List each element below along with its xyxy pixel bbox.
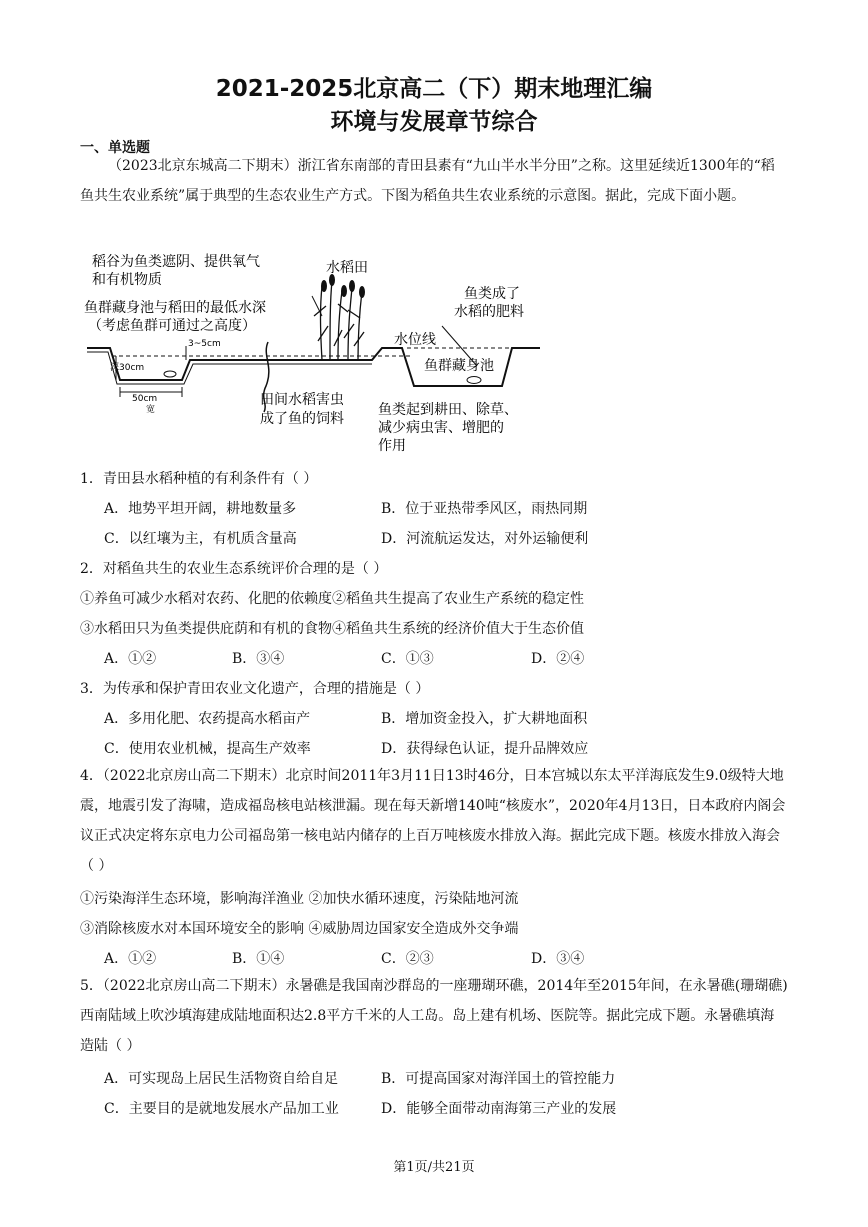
label-pest-1: 田间水稻害虫 <box>260 392 344 408</box>
q3-option-b: B．增加资金投入，扩大耕地面积 <box>381 711 588 727</box>
q5-option-a: A．可实现岛上居民生活物资自给自足 <box>104 1071 339 1087</box>
q4-option-a: A．①② <box>104 951 157 967</box>
q2-option-b: B．③④ <box>232 651 285 667</box>
q2-option-d: D．②④ <box>531 651 585 667</box>
q2-statement-1: ①养鱼可减少水稻对农药、化肥的依赖度②稻鱼共生提高了农业生产系统的稳定性 <box>80 591 584 607</box>
q4-statement-2: ③消除核废水对本国环境安全的影响 ④威胁周边国家安全造成外交争端 <box>80 921 519 937</box>
label-fish-pool: 鱼群藏身池 <box>424 358 494 374</box>
label-fish-role-1: 鱼类起到耕田、除草、 <box>378 402 518 418</box>
q2-option-c: C．①③ <box>381 651 434 667</box>
label-rice-shade-2: 和有机物质 <box>92 272 162 288</box>
label-fish-fertilizer-2: 水稻的肥料 <box>454 304 524 320</box>
q3-option-c: C．使用农业机械，提高生产效率 <box>104 741 311 757</box>
label-width-val: 50cm <box>132 394 158 404</box>
label-deep: 深30cm <box>110 363 145 373</box>
label-fish-role-2: 减少病虫害、增肥的 <box>378 420 504 436</box>
q3-option-d: D．获得绿色认证，提升品牌效应 <box>381 741 589 757</box>
label-paddy: 水稻田 <box>326 260 368 276</box>
q1-stem: 1．青田县水稻种植的有利条件有（ ） <box>80 471 318 487</box>
doc-title-line1: 2021-2025北京高二（下）期末地理汇编 <box>215 76 653 102</box>
label-waterline: 水位线 <box>394 332 436 348</box>
rice-fish-diagram <box>82 246 552 461</box>
q4-stem: 4．（2022北京房山高二下期末）北京时间2011年3月11日13时46分，日本宫城以东太平洋海底发生9.0级特大地震，地震引发了海啸，造成福岛核电站核泄漏。现在每天新增140吨“核废水”，2020年4月13日，日本政府内阁会议正式决定将东京电力公司福岛第一核电站内储存的上百万吨核废水排放入海。据此完成下题。核废水排放入海会（ ） <box>80 768 786 874</box>
q3-option-a: A．多用化肥、农药提高水稻亩产 <box>104 711 311 727</box>
label-width: 宽 <box>146 405 156 415</box>
q5-stem: 5．（2022北京房山高二下期末）永暑礁是我国南沙群岛的一座珊瑚环礁，2014年至2015年间，在永暑礁(珊瑚礁)西南陆域上吹沙填海建成陆地面积达2.8平方千米的人工岛。岛上建有机场、医院等。据此完成下题。永暑礁填海造陆（ ） <box>80 978 788 1054</box>
q5-option-b: B．可提高国家对海洋国土的管控能力 <box>381 1071 616 1087</box>
q1-option-c: C．以红壤为主，有机质含量高 <box>104 531 297 547</box>
q1-option-d: D．河流航运发达，对外运输便利 <box>381 531 589 547</box>
q5-option-d: D．能够全面带动南海第三产业的发展 <box>381 1101 617 1117</box>
label-min-depth-2: （考虑鱼群可通过之高度） <box>88 318 256 334</box>
q1-option-a: A．地势平坦开阔，耕地数量多 <box>104 501 297 517</box>
label-min-depth-1: 鱼群藏身池与稻田的最低水深 <box>84 300 266 316</box>
section-heading: 一、单选题 <box>80 140 150 156</box>
intro-paragraph: （2023北京东城高二下期末）浙江省东南部的青田县素有“九山半水半分田”之称。这里延续近1300年的“稻鱼共生农业系统”属于典型的生态农业生产方式。下图为稻鱼共生农业系统的示意图。据此，完成下面小题。 <box>80 158 775 204</box>
doc-title-line2: 环境与发展章节综合 <box>330 109 538 135</box>
q1-option-b: B．位于亚热带季风区，雨热同期 <box>381 501 588 517</box>
q4-option-b: B．①④ <box>232 951 285 967</box>
q4-option-c: C．②③ <box>381 951 434 967</box>
q2-option-a: A．①② <box>104 651 157 667</box>
label-pest-2: 成了鱼的饲料 <box>260 411 344 427</box>
q2-statement-2: ③水稻田只为鱼类提供庇荫和有机的食物④稻鱼共生系统的经济价值大于生态价值 <box>80 621 584 637</box>
q4-statement-1: ①污染海洋生态环境，影响海洋渔业 ②加快水循环速度，污染陆地河流 <box>80 891 519 907</box>
page-footer: 第1页/共21页 <box>393 1160 475 1175</box>
label-depth-small: 3~5cm <box>188 339 221 349</box>
q5-option-c: C．主要目的是就地发展水产品加工业 <box>104 1101 339 1117</box>
label-fish-fertilizer-1: 鱼类成了 <box>464 286 520 302</box>
q3-stem: 3．为传承和保护青田农业文化遗产，合理的措施是（ ） <box>80 681 430 697</box>
q4-option-d: D．③④ <box>531 951 585 967</box>
label-fish-role-3: 作用 <box>378 438 406 454</box>
q2-stem: 2．对稻鱼共生的农业生态系统评价合理的是（ ） <box>80 561 388 577</box>
label-rice-shade-1: 稻谷为鱼类遮阴、提供氧气 <box>92 254 260 270</box>
